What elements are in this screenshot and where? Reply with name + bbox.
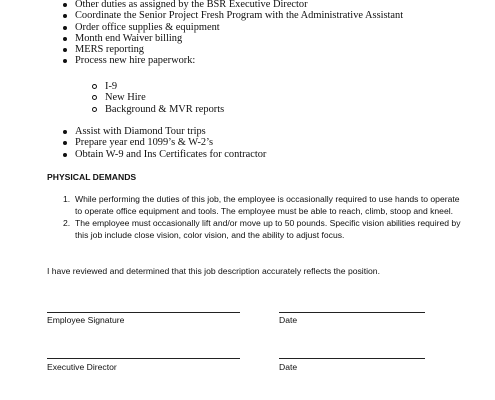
list-item: Obtain W-9 and Ins Certificates for contractor: [62, 149, 266, 160]
list-item: Process new hire paperwork:: [62, 55, 403, 66]
list-item: New Hire: [92, 92, 224, 103]
date-line-2: [279, 358, 425, 359]
date-label-1: Date: [279, 315, 298, 325]
employee-signature-line: [47, 312, 240, 313]
list-item: Month end Waiver billing: [62, 33, 403, 44]
item-number: 2.: [63, 218, 71, 229]
physical-demands-list: [47, 194, 462, 242]
list-item: Order office supplies & equipment: [62, 22, 403, 33]
duties-bullet-list: [62, 0, 403, 67]
new-hire-sub-list: [92, 81, 224, 115]
list-item: Assist with Diamond Tour trips: [62, 126, 266, 137]
date-line-1: [279, 312, 425, 313]
date-label-2: Date: [279, 362, 298, 372]
executive-director-signature-line: [47, 358, 240, 359]
list-item: [47, 194, 462, 217]
employee-signature-label: Employee Signature: [47, 315, 125, 325]
acknowledgement-text: I have reviewed and determined that this job description accurately reflects the position.: [47, 266, 380, 276]
list-item: Other duties as assigned by the BSR Executive Director: [62, 0, 403, 10]
duties-bullet-list-2: [62, 126, 266, 160]
executive-director-label: Executive Director: [47, 362, 117, 372]
item-text: The employee must occasionally lift and/or move up to 50 pounds. Specific vision abilities required by this job include close vision, color vision, and the ability to adjust focus.: [75, 218, 461, 240]
physical-demands-heading: PHYSICAL DEMANDS: [47, 172, 137, 182]
list-item: I-9: [92, 81, 224, 92]
list-item: [47, 218, 462, 241]
list-item: MERS reporting: [62, 44, 403, 55]
list-item: Prepare year end 1099’s & W-2’s: [62, 137, 266, 148]
list-item: Background & MVR reports: [92, 104, 224, 115]
list-item: Coordinate the Senior Project Fresh Program with the Administrative Assistant: [62, 10, 403, 21]
item-number: 1.: [63, 194, 71, 204]
item-text: While performing the duties of this job, the employee is occasionally required to use hands to operate to operate office equipment and tools. The employee must be able to reach, climb, stoop and kneel.: [75, 194, 460, 216]
